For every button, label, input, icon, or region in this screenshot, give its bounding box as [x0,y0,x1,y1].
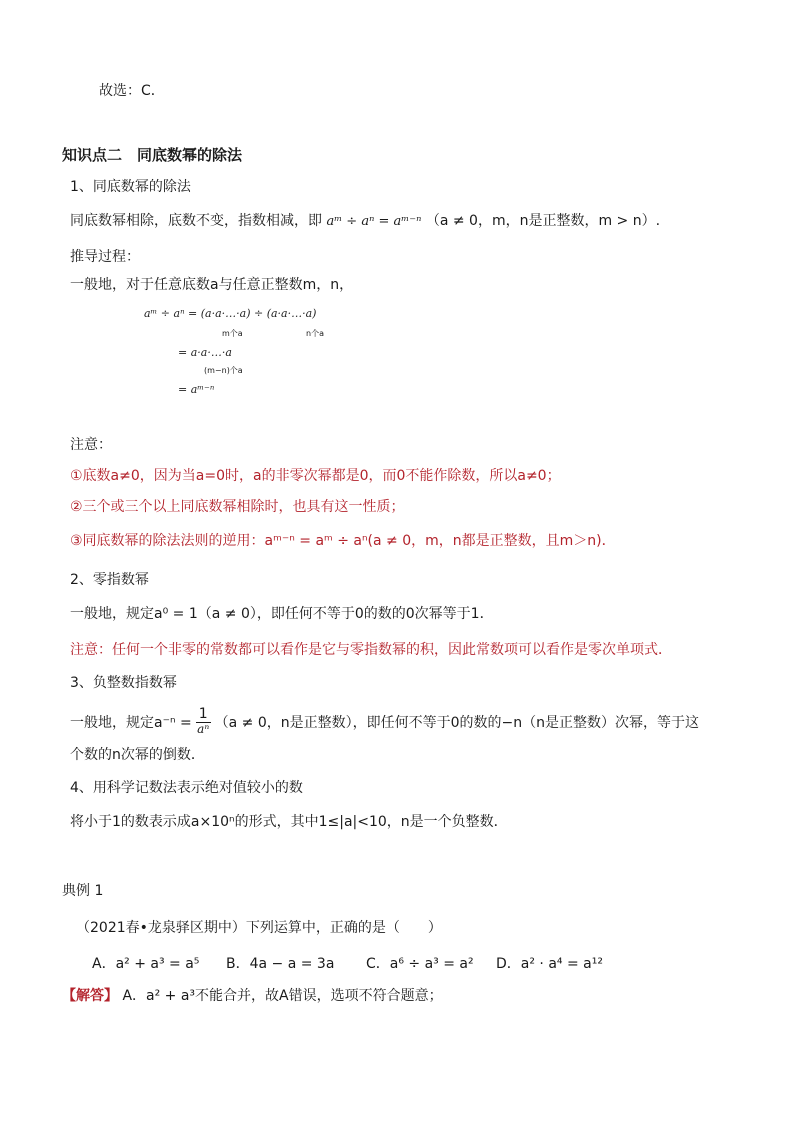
option-d: D．a² · a⁴ = a¹² [496,956,603,972]
derivation-intro: 一般地，对于任意底数a与任意正整数m，n， [70,277,354,293]
example-question: （2021春•龙泉驿区期中）下列运算中，正确的是（ ） [76,920,442,936]
neg-rule-prefix: 一般地，规定a⁻ⁿ = [70,714,192,731]
note-2: ②三个或三个以上同底数幂相除时，也具有这一性质； [70,499,405,515]
derivation-brace-3: (m−n)个a [204,366,243,375]
option-a: A．a² + a³ = a⁵ [92,956,200,972]
notes-title: 注意： [70,437,112,453]
derivation-brace-1: m个a [222,329,243,338]
option-b: B．4a − a = 3a [226,956,335,972]
option-c: C．a⁶ ÷ a³ = a² [366,956,474,972]
scientific-notation-rule: 将小于1的数表示成a×10ⁿ的形式，其中1≤|a|<10，n是一个负整数． [70,814,508,830]
conclusion: 故选：C． [99,83,165,99]
item1-title: 1、同底数幂的除法 [70,179,191,195]
item4-title: 4、用科学记数法表示绝对值较小的数 [70,780,303,796]
derivation-line-3: = aᵐ⁻ⁿ [178,383,215,396]
section-heading: 知识点二 同底数幂的除法 [62,146,243,164]
answer-line [62,985,443,1005]
example-title: 典例 1 [62,883,104,899]
rule-condition: （a ≠ 0，m，n是正整数，m > n）. [425,213,661,229]
note-3: ③同底数幂的除法法则的逆用：aᵐ⁻ⁿ = aᵐ ÷ aⁿ(a ≠ 0，m，n都是正整数，且m＞n)． [70,533,616,549]
note-1: ①底数a≠0，因为当a=0时，a的非零次幂都是0，而0不能作除数，所以a≠0； [70,468,561,484]
rule-prefix: 同底数幂相除，底数不变，指数相减，即 [70,213,322,229]
answer-tag: 【解答】 [62,988,118,1004]
rule-formula: aᵐ ÷ aⁿ = aᵐ⁻ⁿ [326,214,422,229]
fraction-numerator: 1 [196,707,211,723]
derivation-title: 推导过程： [70,249,140,265]
answer-text: A．a² + a³不能合并，故A错误，选项不符合题意； [122,988,443,1004]
negative-exponent-rule-line-2: 个数的n次幂的倒数． [70,747,205,763]
negative-exponent-rule [70,707,699,737]
zero-exponent-note: 注意：任何一个非零的常数都可以看作是它与零指数幂的积，因此常数项可以看作是零次单项式． [70,642,672,658]
derivation-line-1: aᵐ ÷ aⁿ = (a·a·…·a) ÷ (a·a·…·a) [144,307,317,320]
rule-line [70,210,660,230]
item2-title: 2、零指数幂 [70,572,149,588]
item3-title: 3、负整数指数幂 [70,675,177,691]
fraction [196,707,211,737]
derivation-line-2: = a·a·…·a [178,346,232,359]
fraction-denominator: aⁿ [197,722,210,737]
zero-exponent-rule: 一般地，规定a⁰ = 1（a ≠ 0），即任何不等于0的数的0次幂等于1． [70,606,494,622]
neg-rule-suffix: （a ≠ 0，n是正整数），即任何不等于0的数的−n（n是正整数）次幂，等于这 [214,714,700,731]
derivation-brace-2: n个a [306,329,324,338]
